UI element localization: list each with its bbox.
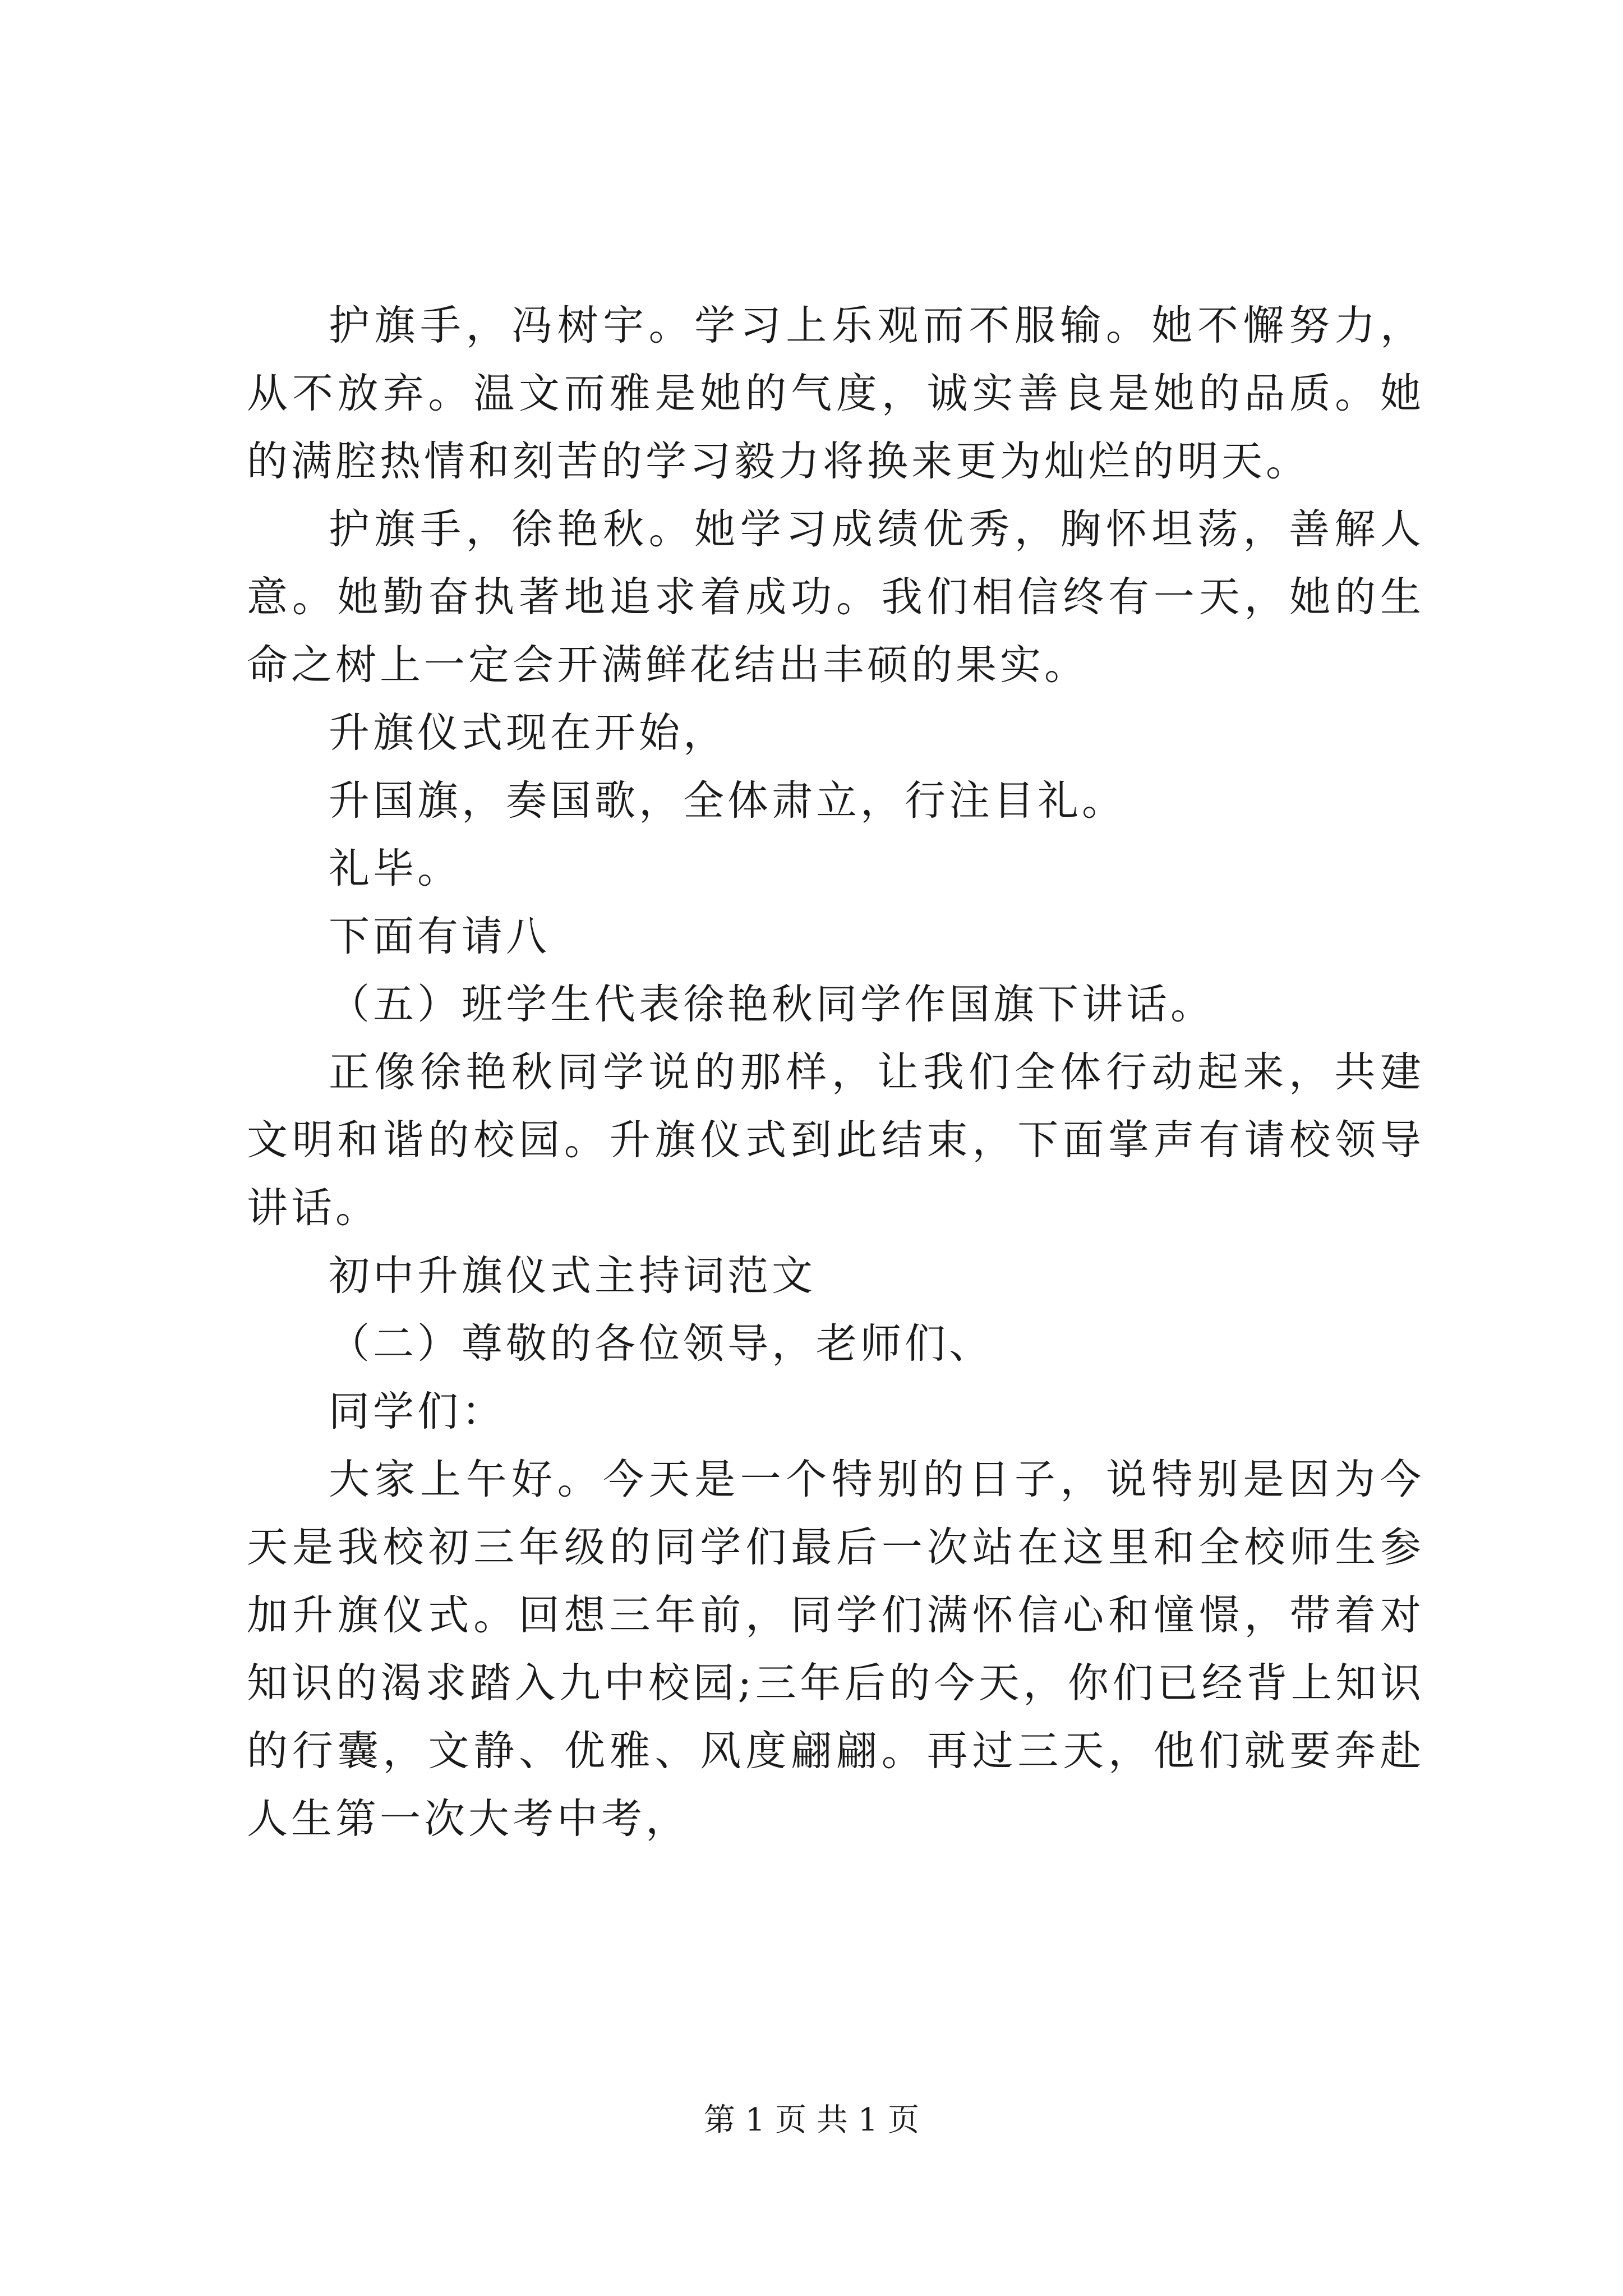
paragraph-flag-guard-xu: 护旗手，徐艳秋。她学习成绩优秀，胸怀坦荡，善解人意。她勤奋执著地追求着成功。我们相信终有一天，她的生命之树上一定会开满鲜花结出丰硕的果实。 [247,505,1424,689]
page-footer: 第 1 页 共 1 页 [703,2102,920,2138]
paragraph-raise-flag: 升国旗，奏国歌，全体肃立，行注目礼。 [329,777,1126,825]
paragraph-flag-guard-feng: 护旗手，冯树宇。学习上乐观而不服输。她不懈努力，从不放弃。温文而雅是她的气度，诚实善良是她的品质。她的满腔热情和刻苦的学习毅力将换来更为灿烂的明天。 [247,302,1424,485]
paragraph-ceremony-start: 升旗仪式现在开始， [329,709,727,757]
paragraph-salute-end: 礼毕。 [329,845,462,892]
paragraph-greeting-leaders: （二）尊敬的各位领导，老师们、 [329,1320,993,1368]
paragraph-section-title: 初中升旗仪式主持词范文 [329,1252,816,1300]
paragraph-invite: 下面有请八 [329,913,550,960]
paragraph-closing: 正像徐艳秋同学说的那样，让我们全体行动起来，共建文明和谐的校园。升旗仪式到此结束，下面掌声有请校领导讲话。 [247,1048,1424,1232]
document-body [247,292,1424,1853]
paragraph-opening-speech: 大家上午好。今天是一个特别的日子，说特别是因为今天是我校初三年级的同学们最后一次站在这里和全校师生参加升旗仪式。回想三年前，同学们满怀信心和憧憬，带着对知识的渴求踏入九中校园;三年后的今天，你们已经背上知识的行囊，文静、优雅、风度翩翩。再过三天，他们就要奔赴人生第一次大考中考， [247,1456,1424,1843]
paragraph-student-speech: （五）班学生代表徐艳秋同学作国旗下讲话。 [329,981,1215,1028]
paragraph-greeting-students: 同学们： [329,1388,506,1435]
